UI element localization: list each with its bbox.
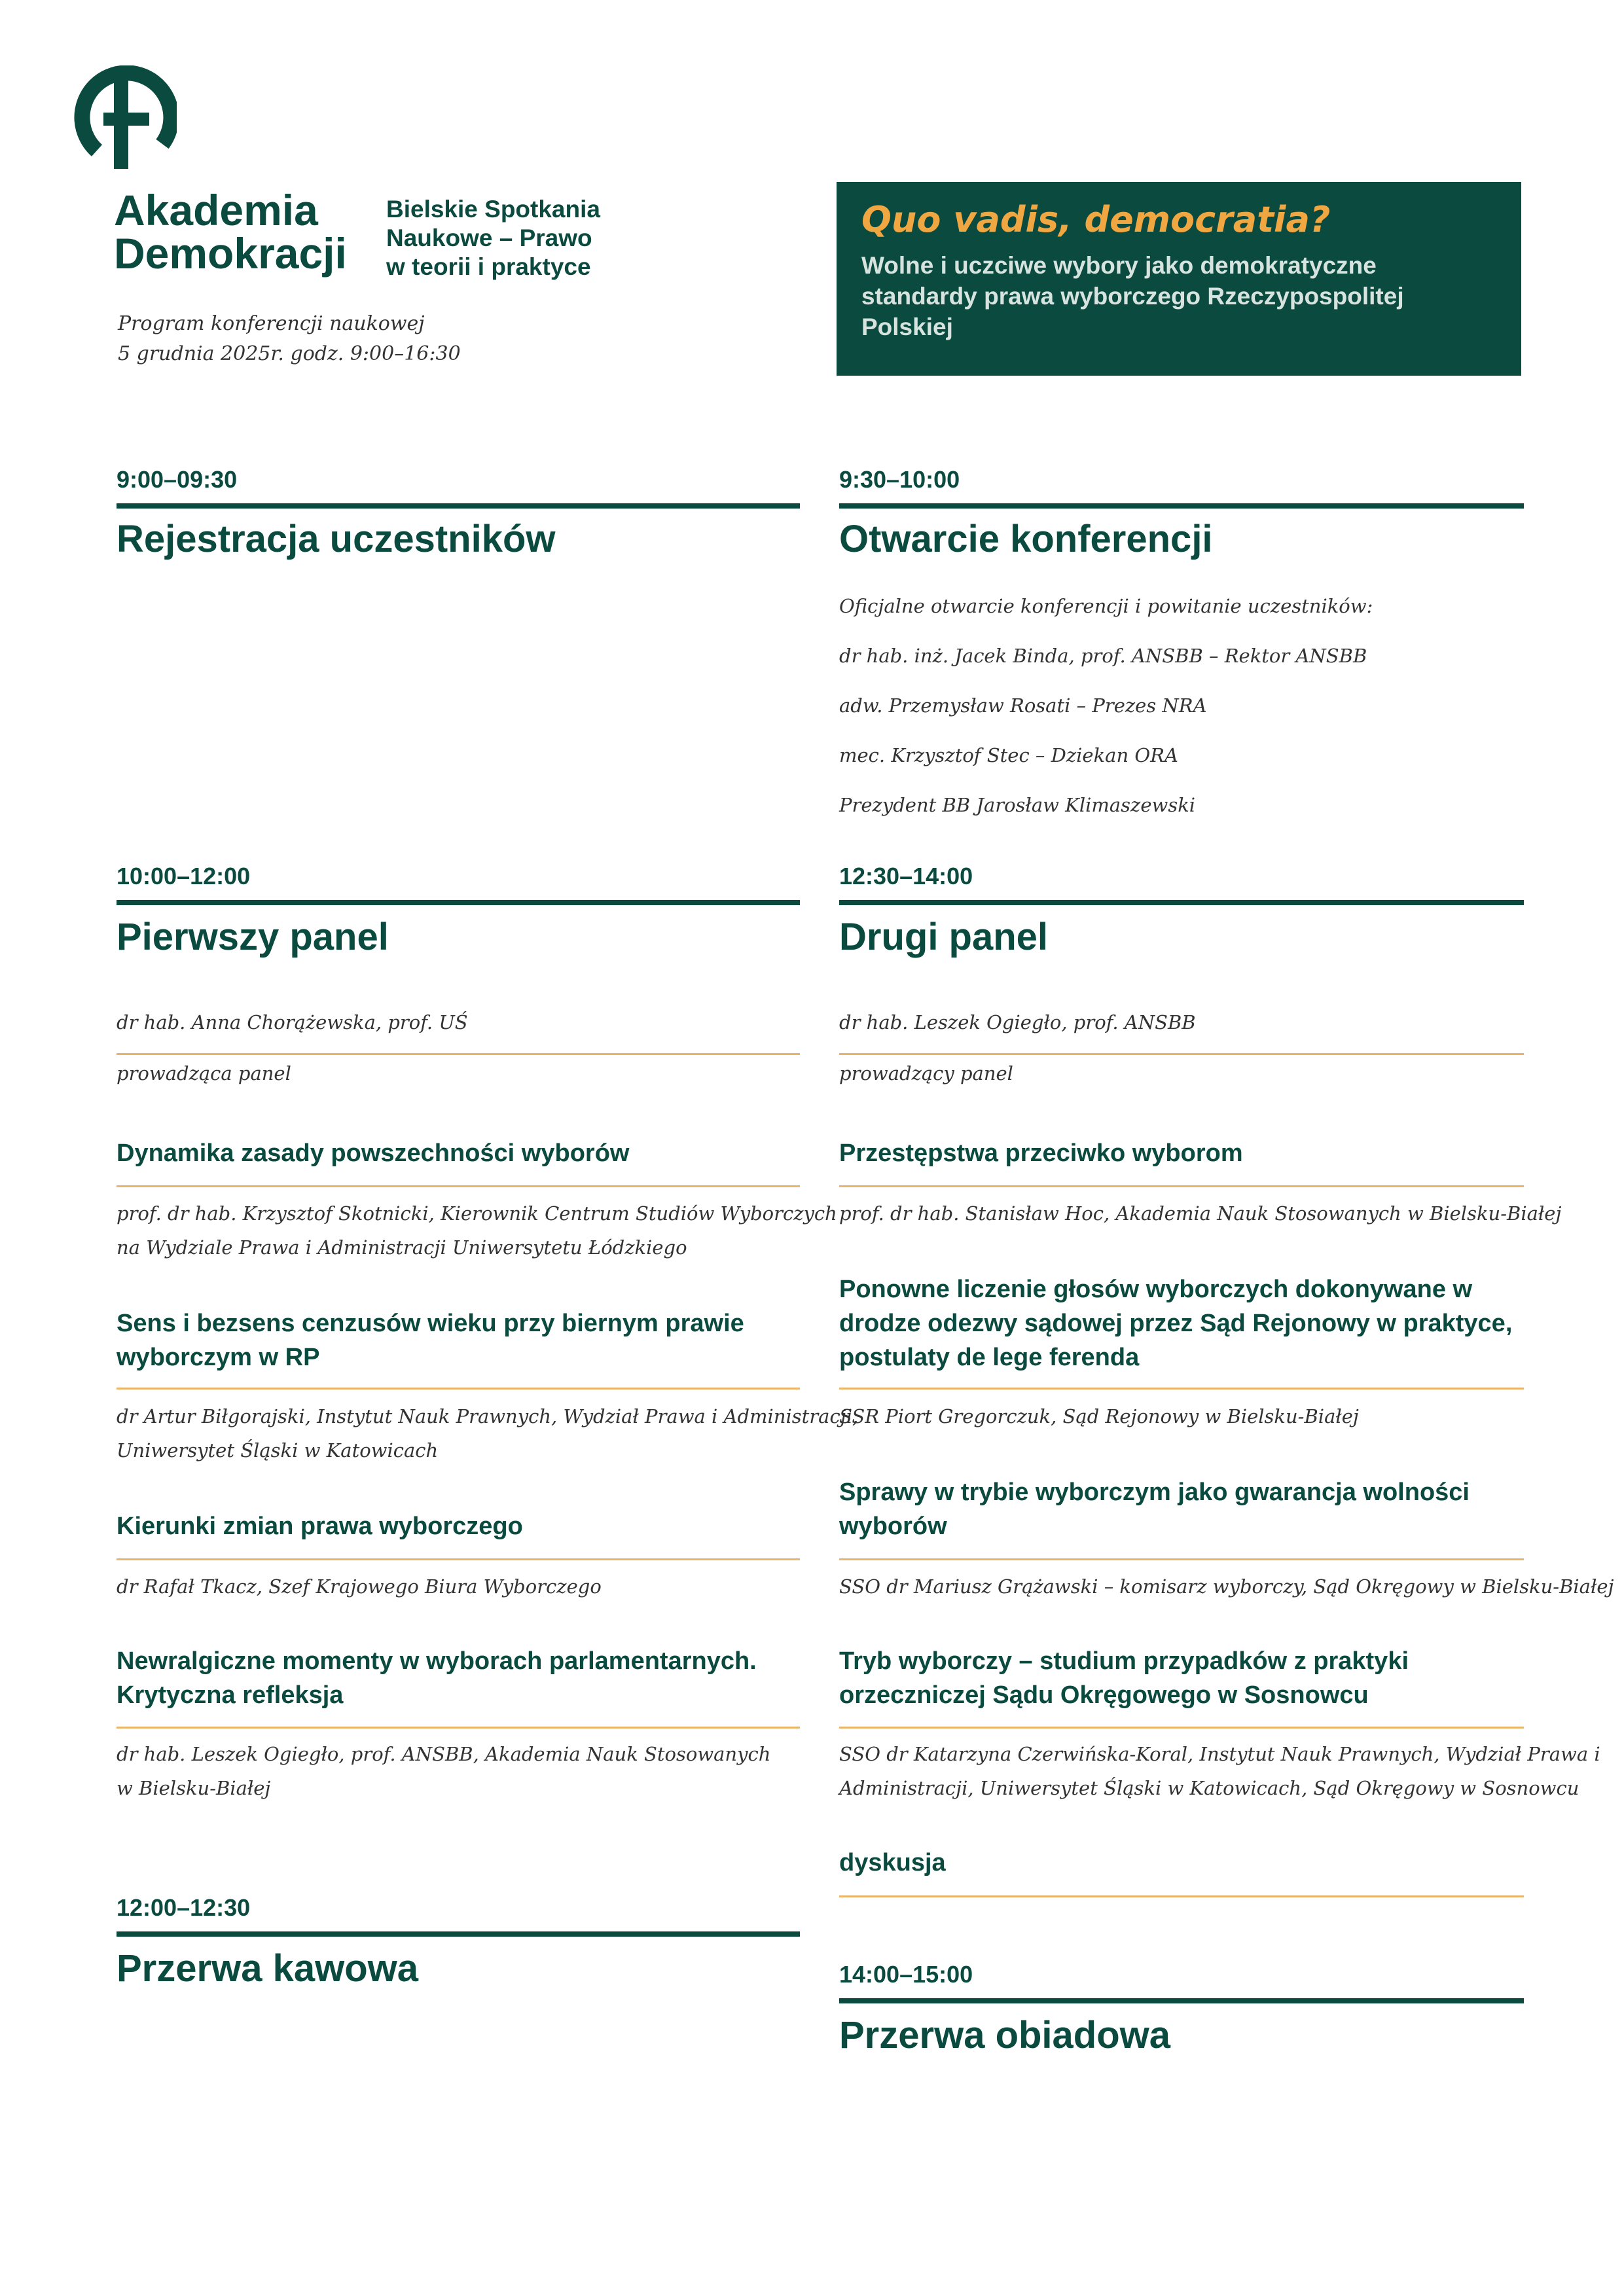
panel1-title: Pierwszy panel [117,916,389,958]
panel1-time: 10:00–12:00 [117,863,251,889]
talk-topic: Ponowne liczenie głosów wyborczych dokonywane w drodze odezwy sądowej przez Sąd Rejonowy w praktyce, postulaty de lege ferenda [839,1276,1513,1371]
panel2-time: 12:30–14:00 [839,863,973,889]
talk-speaker: dr Rafał Tkacz, Szef Krajowego Biura Wyborczego [117,1575,602,1598]
divider [839,1388,1524,1390]
divider [839,900,1524,905]
divider [839,503,1524,509]
divider [839,1895,1524,1897]
banner-title: Quo vadis, democratia? [861,199,1331,240]
divider [839,1998,1524,2003]
panel2-title: Drugi panel [839,916,1049,958]
coffee-time: 12:00–12:30 [117,1894,251,1921]
program-info: Program konferencji naukowej 5 grudnia 2025r. godz. 9:00–16:30 [118,312,461,365]
talk-topic: Sprawy w trybie wyborczym jako gwarancja wolności wyborów [839,1479,1470,1540]
series-name: Bielskie Spotkania Naukowe – Prawo w teorii i praktyce [386,196,600,280]
divider [117,1053,800,1055]
talk-speaker: dr Artur Biłgorajski, Instytut Nauk Prawnych, Wydział Prawa i Administracji, Uniwersytet Śląski w Katowicach [117,1405,859,1462]
talk-topic: Przestępstwa przeciwko wyborom [839,1139,1243,1167]
opening-time: 9:30–10:00 [839,466,960,493]
divider [117,1185,800,1187]
opening-title: Otwarcie konferencji [839,518,1213,560]
conference-banner [837,182,1521,376]
divider [839,1185,1524,1187]
discussion-label: dyskusja [839,1849,946,1876]
divider [839,1053,1524,1055]
talk-topic: Dynamika zasady powszechności wyborów [117,1139,630,1167]
talk-speaker: prof. dr hab. Stanisław Hoc, Akademia Nauk Stosowanych w Bielsku-Białej [839,1202,1562,1225]
lunch-time: 14:00–15:00 [839,1961,973,1988]
talk-speaker: dr hab. Leszek Ogiegło, prof. ANSBB, Akademia Nauk Stosowanych w Bielsku-Białej [117,1743,771,1799]
divider [117,1388,800,1390]
divider [117,1727,800,1729]
akademia-demokracji-logo [71,65,177,171]
registration-title: Rejestracja uczestników [117,518,556,560]
org-name: Akademia Demokracji [114,186,347,278]
talk-speaker: prof. dr hab. Krzysztof Skotnicki, Kierownik Centrum Studiów Wyborczych na Wydziale Prawa i Administracji Uniwersytetu Łódzkiego [117,1202,837,1259]
talk-topic: Kierunki zmian prawa wyborczego [117,1513,523,1540]
panel2-chair: dr hab. Leszek Ogiegło, prof. ANSBB [839,1011,1196,1033]
talk-speaker: SSO dr Katarzyna Czerwińska-Koral, Instytut Nauk Prawnych, Wydział Prawa i Administracji, Uniwersytet Śląski w Katowicach, Sąd Okręgowy w Sosnowcu [839,1743,1600,1799]
panel1-chair-role: prowadząca panel [117,1062,291,1085]
panel1-chair: dr hab. Anna Chorążewska, prof. UŚ [117,1011,468,1033]
divider [117,503,800,509]
talk-topic: Sens i bezsens cenzusów wieku przy biernym prawie wyborczym w RP [117,1310,744,1371]
divider [117,1931,800,1937]
divider [839,1558,1524,1560]
coffee-title: Przerwa kawowa [117,1947,418,1990]
banner-subtitle: Wolne i uczciwe wybory jako demokratyczne standardy prawa wyborczego Rzeczypospolitej Polskiej [861,252,1404,340]
registration-time: 9:00–09:30 [117,466,238,493]
lunch-title: Przerwa obiadowa [839,2014,1171,2056]
talk-topic: Newralgiczne momenty w wyborach parlamentarnych. Krytyczna refleksja [117,1647,757,1709]
divider [839,1727,1524,1729]
opening-lines: Oficjalne otwarcie konferencji i powitanie uczestników: dr hab. inż. Jacek Binda, prof. ANSBB – Rektor ANSBB adw. Przemysław Rosati – Prezes NRA mec. Krzysztof Stec – Dziekan ORA Prezydent BB Jarosław Klimaszewski [839,595,1373,816]
panel2-chair-role: prowadzący panel [839,1062,1013,1085]
talk-speaker: SSO dr Mariusz Grążawski – komisarz wyborczy, Sąd Okręgowy w Bielsku-Białej [839,1575,1614,1598]
talk-speaker: SSR Piort Gregorczuk, Sąd Rejonowy w Bielsku-Białej [839,1405,1359,1427]
divider [117,1558,800,1560]
talk-topic: Tryb wyborczy – studium przypadków z praktyki orzeczniczej Sądu Okręgowego w Sosnowcu [839,1647,1409,1709]
divider [117,900,800,905]
